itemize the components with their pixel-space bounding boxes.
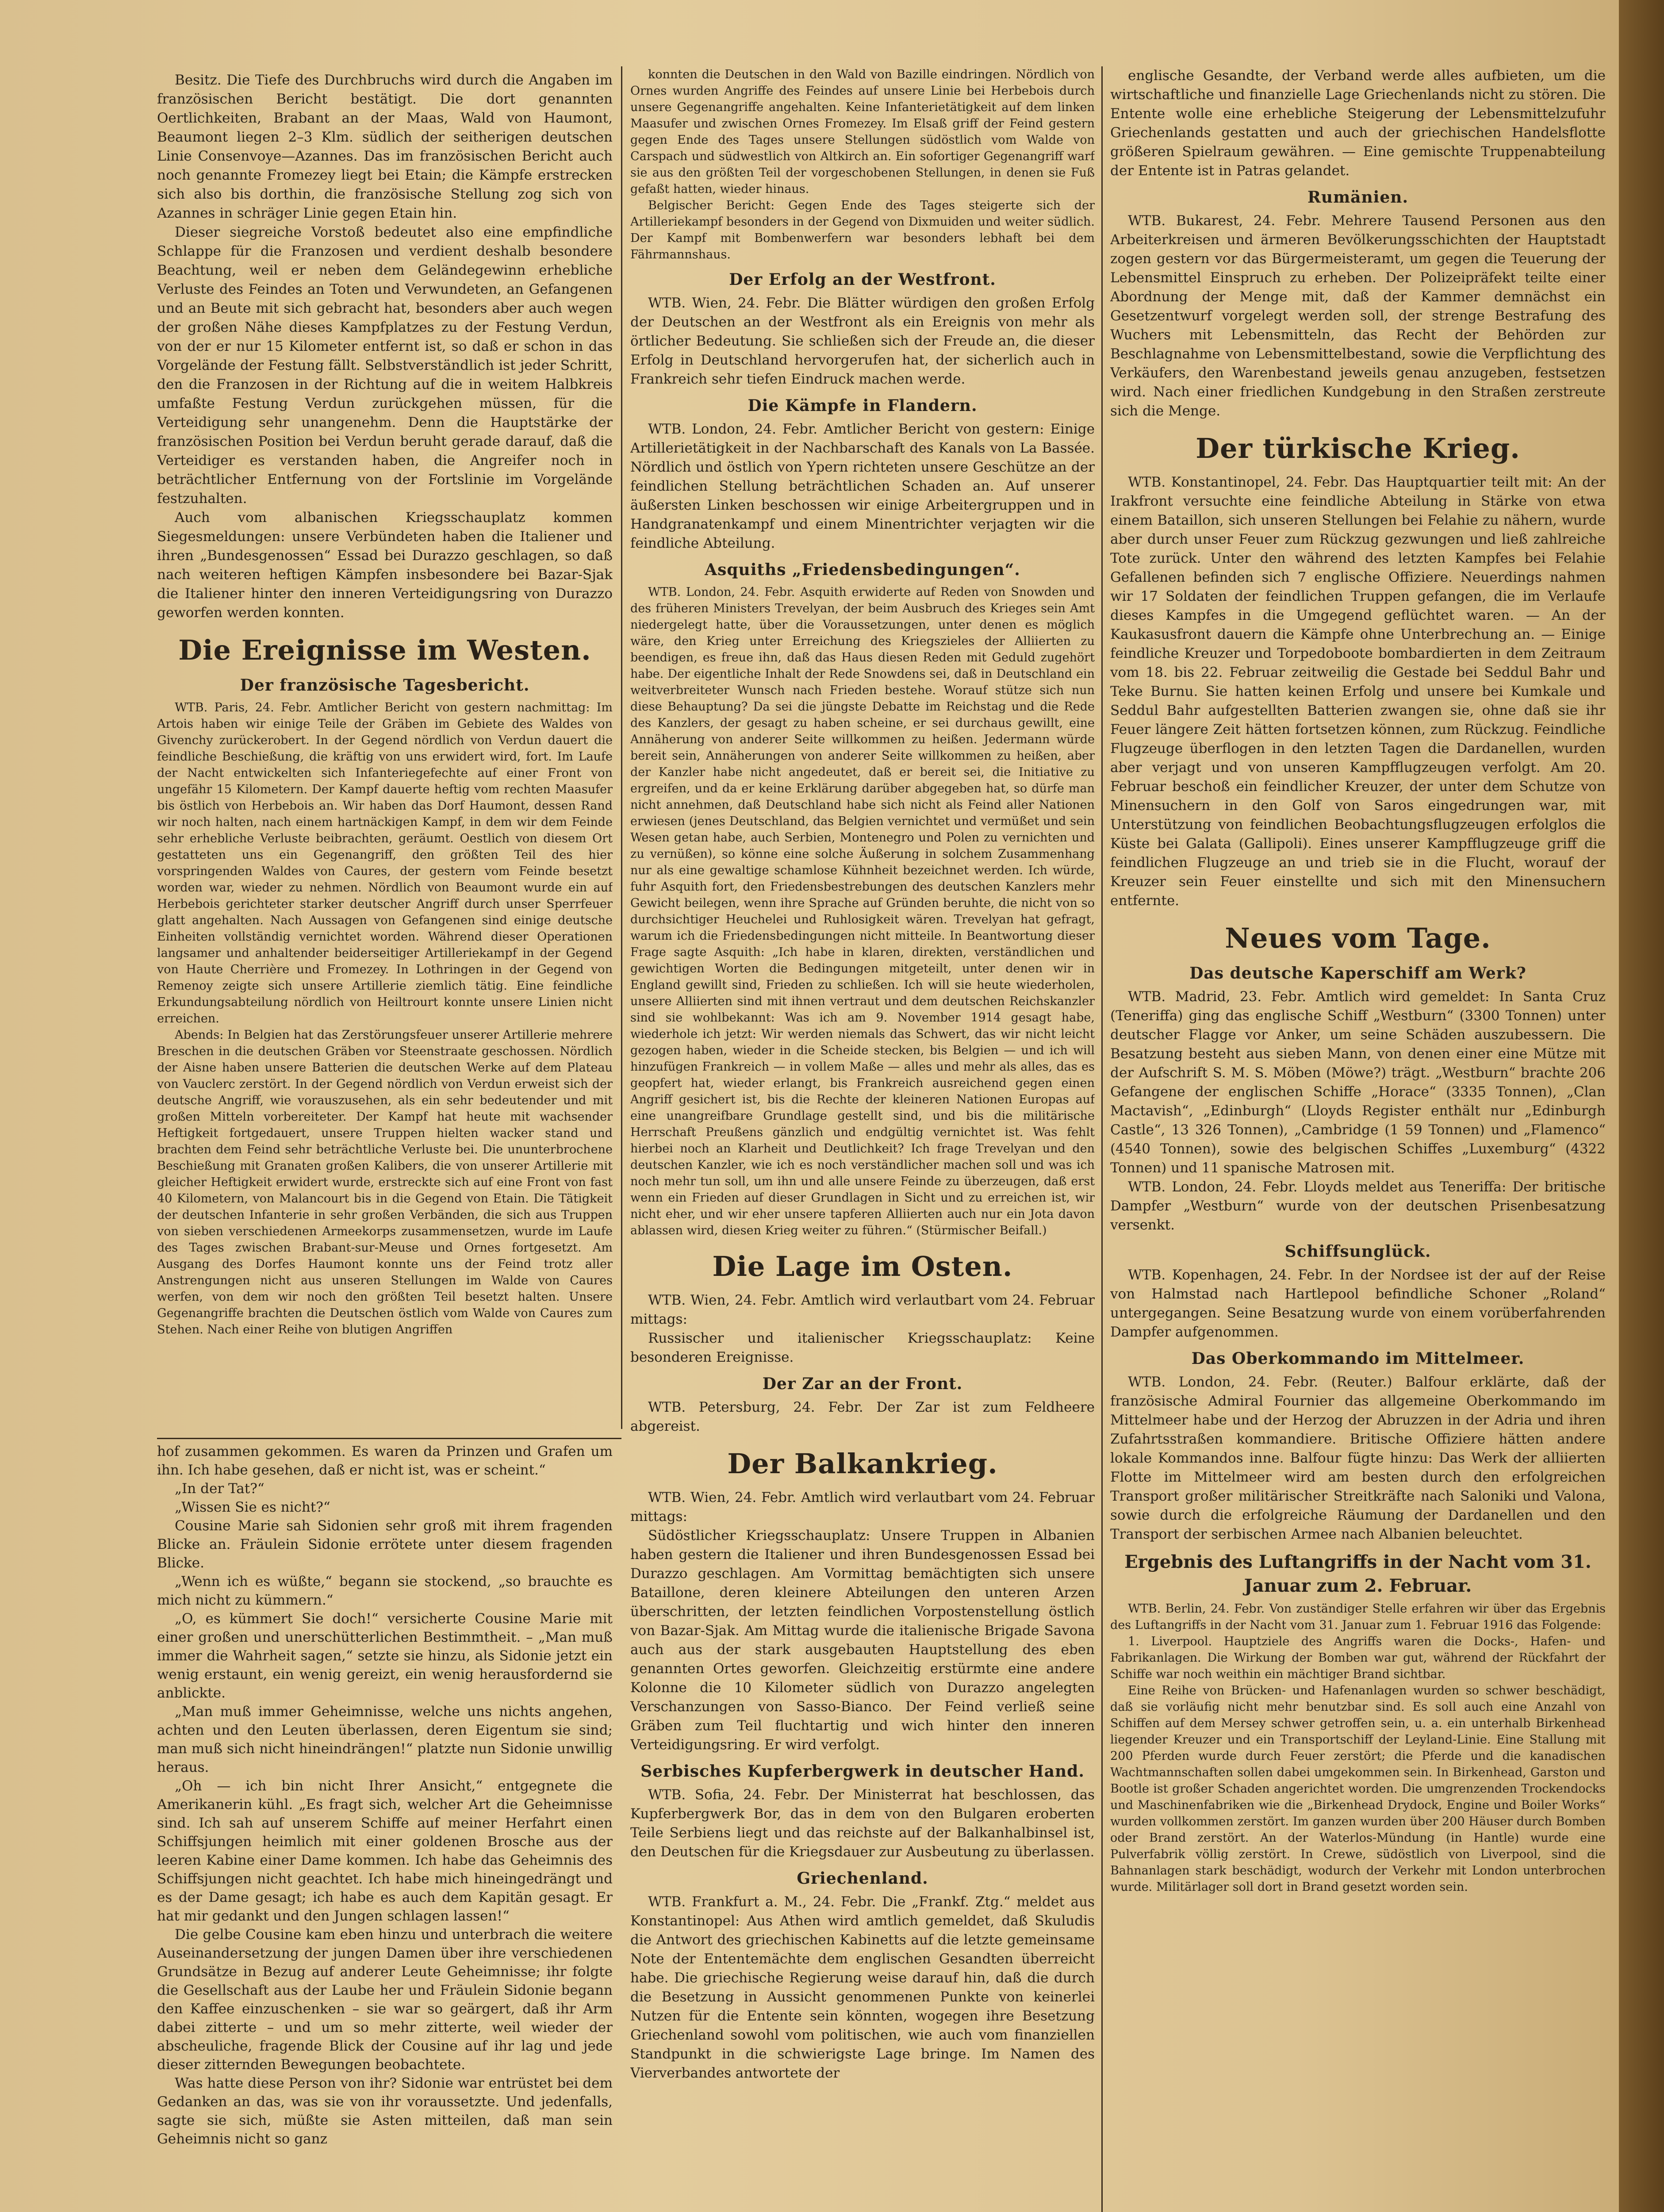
headline-balkan: Der Balkankrieg. <box>727 1448 998 1480</box>
novel-paragraph: Was hatte diese Person von ihr? Sidonie war entrüstet bei dem Gedanken an das, was sie von ihr voraussetzte. Und jedenfalls, sagte sie sich, müßte sie Asten mitteilen, daß man sein Geheimnis nicht so ganz <box>157 2075 613 2147</box>
column-2 <box>630 66 1095 2212</box>
headline-neues: Neues vom Tage. <box>1225 922 1491 954</box>
novel-paragraph: Cousine Marie sah Sidonien sehr groß mit ihrem fragenden Blicke an. Fräulein Sidonie errötete unter diesem fragenden Blicke. <box>157 1518 613 1571</box>
paragraph: Russischer und italienischer Kriegsschauplatz: Keine besonderen Ereignisse. <box>630 1330 1095 1365</box>
paragraph: WTB. London, 24. Febr. (Reuter.) Balfour erklärte, daß der französische Admiral Fournier das allgemeine Oberkommando im Mittelmeer habe und der Herzog der Abruzzen in der Adria und ihren Zufahrtsstraßen kommandiere. Britische Offiziere hätten andere lokale Kommandos inne. Balfour fügte hinzu: Das Werk der alliierten Flotte im Mittelmeer wird am besten durch den erfolgreichen Transport großer militärischer Streitkräfte nach Saloniki und Valona, sowie durch die erfolgreiche Räumung der Dardanellen und den Transport der serbischen Armee nach Albanien beleuchtet. <box>1110 1374 1606 1542</box>
headline-luftangriff: Ergebnis des Luftangriffs in der Nacht vom 31. Januar zum 2. Februar. <box>1124 1551 1591 1596</box>
headline-flandern: Die Kämpfe in Flandern. <box>748 396 978 415</box>
paragraph: WTB. Kopenhagen, 24. Febr. In der Nordsee ist der auf der Reise von Halmstad nach Hartlepool befindliche Schoner „Roland“ untergegangen. Seine Besatzung wurde von einem vorüberfahrenden Dampfer aufgenommen. <box>1110 1267 1606 1340</box>
paragraph: WTB. Bukarest, 24. Febr. Mehrere Tausend Personen aus den Arbeiterkreisen und ärmeren Bevölkerungsschichten der Hauptstadt zogen gestern vor das Bürgermeisteramt, um gegen die Teuerung der Lebensmittel Einspruch zu erheben. Der Polizeipräfekt teilte einer Abordnung der Menge mit, daß der Kammer demnächst ein Gesetzentwurf vorgelegt werden soll, der strenge Bestrafung des Wuchers mit Lebensmitteln, das Recht der Behörden zur Beschlagnahme von Lebensmittelbestand, sowie die Verpflichtung des Verkäufers, den Warenbestand jeweils genau anzugeben, festsetzen wird. Nach einer friedlichen Kundgebung in den Straßen zerstreute sich die Menge. <box>1110 213 1606 419</box>
headline-tuerkei: Der türkische Krieg. <box>1196 432 1520 465</box>
paragraph: Südöstlicher Kriegsschauplatz: Unsere Truppen in Albanien haben gestern die Italiener und ihren Bundesgenossen Essad bei Durazzo geschlagen. Am Vormittag bemächtigten sich unsere Bataillone, deren kleinere Abteilungen den unteren Arzen überschritten, der letzten feindlichen Vorpostenstellung östlich von Bazar-Sjak. Am Mittag wurde die italienische Brigade Savona auch aus der stark ausgebauten Hauptstellung des eben genannten Ortes geworfen. Gleichzeitig erstürmte eine andere Kolonne die 10 Kilometer südlich von Durazzo angelegten Verschanzungen von Sasso-Bianco. Der Feind verließ seine Gräben zum Teil fluchtartig und wich hinter den inneren Verteidigungsring. Er wird verfolgt. <box>630 1528 1095 1753</box>
headline-zar: Der Zar an der Front. <box>762 1375 963 1393</box>
column-rule-2 <box>1101 66 1103 2212</box>
headline-oberkommando: Das Oberkommando im Mittelmeer. <box>1191 1349 1525 1368</box>
paragraph: Besitz. Die Tiefe des Durchbruchs wird durch die Angaben im französischen Bericht bestätigt. Die dort genannten Oertlichkeiten, Brabant an der Maas, Wald von Haumont, Beaumont liegen 2–3 Klm. südlich der seitherigen deutschen Linie Consenvoye—Azannes. Das im französischen Bericht auch noch genannte Fromezey liegt bei Etain; die Kämpfe erstrecken sich also bis dorthin, die französische Stellung zog sich von Azannes in schräger Linie gegen Etain hin. <box>157 72 613 221</box>
headline-schiffsunglueck: Schiffsunglück. <box>1284 1242 1431 1261</box>
paragraph: Dieser siegreiche Vorstoß bedeutet also eine empfindliche Schlappe für die Franzosen und verdient deshalb besondere Beachtung, weil er neben dem Geländegewinn erhebliche Verluste des Feindes an Toten und Verwundeten, an Gefangenen und an Beute mit sich gebracht hat, besonders aber auch wegen der großen Nähe dieses Kampfplatzes zu der Festung Verdun, von der er nur 15 Kilometer entfernt ist, so daß er schon in das Vorgelände der Festung fällt. Selbstverständlich ist jeder Schritt, den die Franzosen in der Richtung auf die in weitem Halbkreis umfaßte Festung Verdun zurückgehen müssen, für die Verteidigung sehr unangenehm. Denn die Hauptstärke der französischen Position bei Verdun beruht gerade darauf, daß die Verteidiger es verstanden haben, die Angreifer noch in beträchtlicher Entfernung von der Fortslinie im Vorgelände festzuhalten. <box>157 224 613 507</box>
paragraph: WTB. Wien, 24. Febr. Amtlich wird verlautbart vom 24. Februar mittags: <box>630 1490 1095 1525</box>
paragraph: Belgischer Bericht: Gegen Ende des Tages steigerte sich der Artilleriekampf besonders in der Gegend von Dixmuiden und weiter südlich. Der Kampf mit Bombenwerfern war besonders lebhaft bei dem Fährmannshaus. <box>630 199 1095 261</box>
novel-paragraph: „Wissen Sie es nicht?“ <box>175 1499 330 1515</box>
novel-paragraph: „Oh — ich bin nicht Ihrer Ansicht,“ entgegnete die Amerikanerin kühl. „Es fragt sich, welcher Art die Geheimnisse sind. Ich sah auf unserem Schiffe auf meiner Herfahrt einen Schiffsjungen heimlich mit einer goldenen Brosche aus der leeren Kabine einer Dame kommen. Ich habe das Geheimnis des Schiffsjungen nicht geachtet. Ich habe mich hineingedrängt und es der Dame gesagt; ich habe es auch dem Kapitän gesagt. Er hat mir gedankt und den Jungen schlagen lassen!“ <box>157 1778 613 1924</box>
headline-rumaenien: Rumänien. <box>1307 188 1408 207</box>
paragraph: Auch vom albanischen Kriegsschauplatz kommen Siegesmeldungen: unsere Verbündeten haben die Italiener und ihren „Bundesgenossen“ Essad bei Durazzo geschlagen, so daß nach weiteren heftigen Kämpfen insbesondere bei Bazar-Sjak die Italiener hinter den inneren Verteidigungsring von Durazzo geworfen werden konnten. <box>157 510 613 621</box>
paragraph: englische Gesandte, der Verband werde alles aufbieten, um die wirtschaftliche und finanzielle Lage Griechenlands nicht zu stören. Die Entente wolle eine erhebliche Steigerung der Lebensmittelzufuhr Griechenlands gestatten und auch der griechischen Handelsflotte größeren Spielraum gewähren. — Eine gemischte Truppenabteilung der Entente ist in Patras gelandet. <box>1110 68 1606 179</box>
headline-west: Die Ereignisse im Westen. <box>178 634 591 666</box>
paragraph: WTB. Wien, 24. Febr. Amtlich wird verlautbart vom 24. Februar mittags: <box>630 1292 1095 1327</box>
novel-paragraph: „Man muß immer Geheimnisse, welche uns nichts angehen, achten und den Leuten überlassen, deren Eigentum sie sind; man muß sich nicht hineindrängen!“ platzte nun Sidonie unwillig heraus. <box>157 1704 613 1775</box>
novel-paragraph: „O, es kümmert Sie doch!“ versicherte Cousine Marie mit einer großen und unerschütterlichen Bestimmtheit. – „Man muß immer die Wahrheit sagen,“ setzte sie hinzu, als Sidonie jetzt ein wenig erstaunt, ein wenig gereizt, ein wenig herausfordernd sie anblickte. <box>157 1611 613 1701</box>
paragraph: WTB. Konstantinopel, 24. Febr. Das Hauptquartier teilt mit: An der Irakfront versuchte eine feindliche Abteilung in Stärke von etwa einem Bataillon, sich unseren Stellungen bei Felahie zu nähern, wurde aber durch unser Feuer zum Rückzug gezwungen und ließ zahlreiche Tote zurück. Unter den während des letzten Kampfes bei Felahie Gefallenen befinden sich 7 englische Offiziere. Neuerdings nahmen wir 17 Soldaten der feindlichen Truppen gefangen, die im Verlaufe dieses Kampfes in die Umgegend geflüchtet waren. — An der Kaukasusfront dauern die Kämpfe ohne Unterbrechung an. — Einige feindliche Kreuzer und Torpedoboote bombardierten in dem Zeitraum vom 18. bis 22. Februar zeitweilig die Gestade bei Seddul Bahr und Teke Burnu. Sie hatten keinen Erfolg und unsere bei Kumkale und Seddul Bahr aufgestellten Batterien zwangen sie, ohne daß sie ihr Feuer längere Zeit hätten fortsetzen können, zum Rückzug. Feindliche Flugzeuge überflogen in den letzten Tagen die Dardanellen, wurden aber verjagt und von unseren Kampfflugzeugen verfolgt. Am 20. Februar beschoß ein feindlicher Kreuzer, der unter dem Schutze von Minensuchern in den Golf von Saros eingedrungen war, mit Unterstützung von feindlichen Beobachtungsflugzeugen erfolglos die Küste bei Galata (Gallipoli). Eines unserer Kampfflugzeuge griff die feindlichen Flugzeuge an und trieb sie in die Flucht, worauf der Kreuzer sein Feuer einstellte und sich mit den Minensuchern entfernte. <box>1110 474 1606 909</box>
paragraph: WTB. Madrid, 23. Febr. Amtlich wird gemeldet: In Santa Cruz (Teneriffa) ging das englische Schiff „Westburn“ (3300 Tonnen) unter deutscher Flagge vor Anker, um seine Schäden auszubessern. Die Besatzung besteht aus sieben Mann, von denen einer eine Mütze mit der Aufschrift S. M. S. Möben (Möwe?) trägt. „Westburn“ brachte 206 Gefangene der englischen Schiffe „Horace“ (3335 Tonnen), „Clan Mactavish“, „Edinburgh“ (Lloyds Register enthält nur „Edinburgh Castle“, 13 326 Tonnen), „Cambridge (1 59 Tonnen) und „Flamenco“ (4540 Tonnen), sowie des belgischen Schiffes „Luxemburg“ (4322 Tonnen) und 11 spanische Matrosen mit. <box>1110 989 1606 1176</box>
column-1-news <box>157 71 613 1433</box>
book-spine <box>1619 0 1664 2212</box>
paragraph: Abends: In Belgien hat das Zerstörungsfeuer unserer Artillerie mehrere Breschen in die deutschen Gräben vor Steenstraate geschossen. Nördlich der Aisne haben unsere Batterien die deutschen Werke auf dem Plateau von Vauclerc zerstört. In der Gegend nördlich von Verdun erweist sich der deutsche Angriff, wie vorauszusehen, als ein sehr bedeutender und mit großen Mitteln vorbereiteter. Der Kampf hat heute mit wachsender Heftigkeit fortgedauert, unsere Truppen hielten wacker stand und brachten dem Feind sehr beträchtliche Verluste bei. Die ununterbrochene Beschießung mit Granaten großen Kalibers, die von unserer Artillerie mit gleicher Heftigkeit erwidert wurde, erstreckte sich auf eine Front von fast 40 Kilometern, von Malancourt bis in die Gegend von Etain. Die Tätigkeit der deutschen Infanterie in sehr großen Verbänden, die sich aus Truppen von sieben verschiedenen Armeekorps zusammensetzen, wurde im Laufe des Tages zwischen Brabant-sur-Meuse und Ornes fortgesetzt. Am Ausgang des Dorfes Haumont konnte uns der Feind trotz aller Anstrengungen nicht aus unseren Stellungen im Walde von Caures werfen, von dem wir noch den größten Teil besetzt halten. Unsere Gegenangriffe brachten die Deutschen östlich vom Walde von Caures zum Stehen. Nach einer Reihe von blutigen Angriffen <box>157 1028 613 1336</box>
column-3 <box>1110 66 1606 2212</box>
headline-westfront: Der Erfolg an der Westfront. <box>729 270 996 289</box>
paragraph: WTB. London, 24. Febr. Asquith erwiderte auf Reden von Snowden und des früheren Ministers Trevelyan, der beim Ausbruch des Krieges sein Amt niedergelegt hatte, über die Voraussetzungen, unter denen es möglich wäre, den Krieg unter Erreichung des Kriegszieles der Alliierten zu beendigen, es freue ihn, daß das Haus diesen Reden mit Geduld zugehört habe. Der eigentliche Inhalt der Rede Snowdens sei, daß in Deutschland ein weitverbreiteter Wunsch nach Frieden bestehe. Worauf stütze sich nun diese Behauptung? Da sei die jüngste Debatte im Reichstag und die Rede des Kanzlers, der gesagt zu haben scheine, er sei durchaus gewillt, eine Annäherung von anderer Seite willkommen zu heißen. Jedermann würde bereit sein, Annäherungen von anderer Seite willkommen zu heißen, aber der Kanzler habe nicht angedeutet, daß er bereit sei, die Initiative zu ergreifen, und da er keine Erklärung darüber abgegeben hat, so dürfe man nicht annehmen, daß Deutschland habe sich nicht als Feind aller Nationen erwiesen (jenes Deutschland, das Belgien vernichtet und vermüßet und sein Wesen getan habe, auch Serbien, Montenegro und Polen zu vernichten und zu vernüßen), so könne eine solche Äußerung in solchem Zusammenhang nur als eine gewaltige schamlose Kühnheit bezeichnet werden. Ich würde, fuhr Asquith fort, den Friedensbestrebungen des deutschen Kanzlers mehr Gewicht beilegen, wenn ihre Sprache auf Gründen beruhte, die nicht von so durchsichtiger Heuchelei und Ruhlosigkeit wären. Trevelyan hat gefragt, warum ich die Friedensbedingungen nicht mitteile. In Beantwortung dieser Frage sagte Asquith: „Ich habe in klaren, direkten, verständlichen und gewichtigen Worten die Bedingungen mitgeteilt, unter denen wir in England gewillt sind, Frieden zu schließen. Ich will sie heute wiederholen, unsere Alliierten sind mit ihnen vertraut und dem deutschen Reichskanzler sind sie wohlbekannt: Was ich am 9. November 1914 gesagt habe, wiederhole ich jetzt: Wir werden niemals das Schwert, das wir nicht leicht gezogen haben, wieder in die Scheide stecken, bis Belgien — und ich will hinzufügen Frankreich — in vollem Maße — alles und mehr als alles, das es geopfert hat, wieder erlangt, bis Frankreich ausreichend gegen einen Angriff gesichert ist, bis die Rechte der kleineren Nationen Europas auf eine unangreifbare Grundlage gestellt sind, und bis die militärische Herrschaft Preußens gänzlich und endgültig vernichtet ist. Was fehlt hierbei noch an Klarheit und Deutlichkeit? Ich frage Trevelyan und den deutschen Kanzler, wie ich es noch verständlicher machen soll und was ich noch mehr tun soll, um ihn und alle unsere Feinde zu überzeugen, daß erst wenn ein Frieden auf dieser Grundlagen in Sicht und zu erreichen ist, wir nicht eher, und wir eher unsere tapferen Alliierten auch nur ein Jota davon ablassen wird, diesen Krieg weiter zu führen.“ (Stürmischer Beifall.) <box>630 585 1095 1237</box>
headline-asquith: Asquiths „Friedensbedingungen“. <box>705 561 1020 579</box>
paragraph: WTB. Petersburg, 24. Febr. Der Zar ist zum Feldheere abgereist. <box>630 1399 1095 1434</box>
novel-paragraph: „In der Tat?“ <box>175 1481 265 1497</box>
paragraph: Eine Reihe von Brücken- und Hafenanlagen wurden so schwer beschädigt, daß sie vorläufig nicht mehr benutzbar sind. Es soll auch eine Anzahl von Schiffen auf dem Mersey schwer getroffen sein, u. a. ein unterhalb Birkenhead liegender Kreuzer und ein Transportschiff der Leyland-Linie. Eine Stallung mit 200 Pferden wurde durch Feuer zerstört; die Pferde und die kanadischen Wachtmannschaften sollen dabei umgekommen sein. In Birkenhead, Garston und Bootle ist großer Schaden angerichtet worden. Die umgrenzenden Trockendocks und Maschinenfabriken wie die „Birkenhead Drydock, Engine und Boiler Works“ wurden vollkommen zerstört. Im ganzen wurden über 200 Häuser durch Bomben oder Brand zerstört. An der Waterlos-Mündung (in Hantle) wurde eine Pulverfabrik völlig zerstört. In Crewe, südöstlich von Liverpool, sind die Bahnanlagen stark beschädigt, wodurch der Verkehr mit London unterbrochen wurde. Militärlager soll dort in Brand gesetzt worden sein. <box>1110 1684 1606 1894</box>
novel-paragraph: „Wenn ich es wüßte,“ begann sie stockend, „so brauchte es mich nicht zu kümmern.“ <box>157 1574 613 1608</box>
subheadline: Der französische Tagesbericht. <box>240 676 530 695</box>
novel-rule <box>157 1438 621 1439</box>
headline-griechenland: Griechenland. <box>797 1869 928 1888</box>
column-1-novel <box>157 1442 613 2212</box>
novel-paragraph: hof zusammen gekommen. Es waren da Prinzen und Grafen um ihn. Ich habe gesehen, daß er nicht ist, was er scheint.“ <box>157 1444 613 1478</box>
headline-kupfer: Serbisches Kupferbergwerk in deutscher Hand. <box>640 1762 1085 1781</box>
paragraph: WTB. Berlin, 24. Febr. Von zuständiger Stelle erfahren wir über das Ergebnis des Luftangriffs in der Nacht vom 31. Januar zum 1. Februar 1916 das Folgende: <box>1110 1602 1606 1632</box>
paragraph: 1. Liverpool. Hauptziele des Angriffs waren die Docks-, Hafen- und Fabrikanlagen. Die Wirkung der Bomben war gut, während der Rückfahrt der Schiffe war noch weithin ein mächtiger Brand sichtbar. <box>1110 1635 1606 1681</box>
paragraph: WTB. London, 24. Febr. Lloyds meldet aus Teneriffa: Der britische Dampfer „Westburn“ wurde von der deutschen Prisenbesatzung versenkt. <box>1110 1179 1606 1233</box>
paragraph: WTB. Paris, 24. Febr. Amtlicher Bericht von gestern nachmittag: Im Artois haben wir einige Teile der Gräben im Gebiete des Waldes von Givenchy zurückerobert. In der Gegend nördlich von Verdun dauert die feindliche Beschießung, die kräftig von uns erwidert wird, fort. Im Laufe der Nacht entwickelten sich Infanteriegefechte auf einer Front von ungefähr 15 Kilometern. Der Kampf dauerte heftig vom rechten Maasufer bis östlich von Herbebois an. Wir haben das Dorf Haumont, dessen Rand wir noch halten, nach einem hartnäckigen Kampf, in dem wir dem Feinde sehr erhebliche Verluste beibrachten, geräumt. Oestlich von diesem Ort gestatteten uns ein Gegenangriff, den größten Teil des hier vorspringenden Waldes von Caures, der gestern vom Feinde besetzt worden war, wieder zu nehmen. Nördlich von Beaumont wurde ein auf Herbebois gerichteter starker deutscher Angriff durch unser Sperrfeuer glatt angehalten. Nach Aussagen von Gefangenen sind einige deutsche Einheiten vollständig vernichtet worden. Während dieser Operationen langsamer und anhaltender beiderseitiger Artilleriekampf in der Gegend von Haute Cherrière und Fromezey. In Lothringen in der Gegend von Remenoy zeigte sich unsere Artillerie ziemlich tätig. Eine feindliche Erkundungsabteilung nördlich von Heiltrourt konnte unsere Linien nicht erreichen. <box>157 701 613 1025</box>
paragraph: WTB. Wien, 24. Febr. Die Blätter würdigen den großen Erfolg der Deutschen an der Westfront als ein Ereignis von mehr als örtlicher Bedeutung. Sie schließen sich der Freude an, die dieser Erfolg in Deutschland hervorgerufen hat, der sicherlich auch in Frankreich sehr tiefen Eindruck machen werde. <box>630 295 1095 387</box>
headline-osten: Die Lage im Osten. <box>712 1250 1013 1283</box>
novel-paragraph: Die gelbe Cousine kam eben hinzu und unterbrach die weitere Auseinandersetzung der jungen Damen über ihre verschiedenen Grundsätze in Bezug auf anderer Leute Geheimnisse; ihr folgte die Gesellschaft aus der Laube her und Fräulein Sidonie begann den Kaffee einzuschenken – sie war so geärgert, daß ihr Arm dabei zitterte – und um so mehr zitterte, weil wieder der abscheuliche, fragende Blick der Cousine auf ihr lag und jede dieser zitternden Bewegungen beobachtete. <box>157 1927 613 2073</box>
paragraph: WTB. Sofia, 24. Febr. Der Ministerrat hat beschlossen, das Kupferbergwerk Bor, das in dem von den Bulgaren eroberten Teile Serbiens liegt und das reichste auf der Balkanhalbinsel ist, den Deutschen für die Kriegsdauer zur Ausbeutung zu überlassen. <box>630 1787 1095 1860</box>
headline-kaperschiff: Das deutsche Kaperschiff am Werk? <box>1189 964 1526 983</box>
paragraph: konnten die Deutschen in den Wald von Bazille eindringen. Nördlich von Ornes wurden Angriffe des Feindes auf unsere Linie bei Herbebois durch unsere Gegenangriffe angehalten. Keine Infanterietätigkeit auf dem linken Maasufer und zwischen Ornes Fromezey. Im Elsaß griff der Feind gestern gegen Ende des Tages unsere Stellungen südöstlich vom Walde von Carspach und südwestlich von Altkirch an. Ein sofortiger Gegenangriff warf sie aus den größten Teil der vorgeschobenen Stellungen, in denen sie Fuß gefaßt hatten, wieder hinaus. <box>630 68 1095 196</box>
paragraph: WTB. London, 24. Febr. Amtlicher Bericht von gestern: Einige Artillerietätigkeit in der Nachbarschaft des Kanals von La Bassée. Nördlich und östlich von Ypern richteten unsere Geschütze an der feindlichen Stellung beträchtlichen Schaden an. Auf unserer äußersten Linken beschossen wir einige Arbeitergruppen und in Handgranatenkampf und einem Minentrichter verjagten wir die feindliche Abteilung. <box>630 421 1095 551</box>
column-rule-1 <box>621 66 622 1429</box>
paragraph: WTB. Frankfurt a. M., 24. Febr. Die „Frankf. Ztg.“ meldet aus Konstantinopel: Aus Athen wird amtlich gemeldet, daß Skuludis die Antwort des griechischen Kabinetts auf die letzte gemeinsame Note der Ententemächte dem englischen Gesandten überreicht habe. Die griechische Regierung weise darauf hin, daß die durch die Besetzung in Aussicht genommenen Punkte von keinerlei Nutzen für die Entente sein könnten, wogegen ihre Besetzung Griechenland sowohl vom politischen, wie auch vom finanziellen Standpunkt in die schwierigste Lage bringe. Im Namen des Vierverbandes antwortete der <box>630 1894 1095 2081</box>
